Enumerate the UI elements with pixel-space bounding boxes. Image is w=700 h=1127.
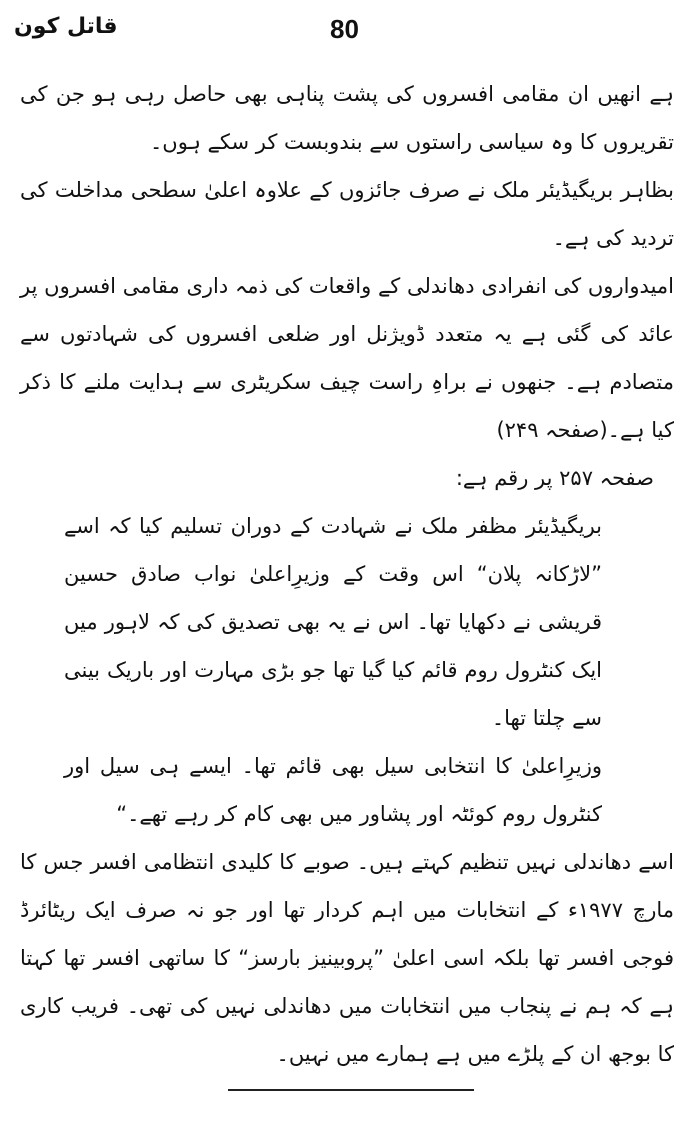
footer-divider <box>228 1089 474 1091</box>
paragraph-2: بظاہر بریگیڈیئر ملک نے صرف جائزوں کے علاوہ اعلیٰ سطحی مداخلت کی تردید کی ہے۔ <box>20 178 674 250</box>
closing-paragraph: اسے دھاندلی نہیں تنظیم کہتے ہیں۔ صوبے کا کلیدی انتظامی افسر جس کا مارچ ۱۹۷۷ء کے انتخابات میں اہم کردار تھا اور جو نہ صرف ایک ریٹائرڈ فوجی افسر تھا بلکہ اسی اعلیٰ ”پروبینیز بارسز“ کا ساتھی افسر تھا کہتا ہے کہ ہم نے پنجاب میں انتخابات میں دھاندلی نہیں کی تھی۔ فریب کاری کا بوجھ ان کے پلڑے میں ہے ہمارے میں نہیں۔ <box>20 850 674 1066</box>
page-header <box>0 0 700 60</box>
paragraph-3: امیدواروں کی انفرادی دھاندلی کے واقعات کی ذمہ داری مقامی افسروں پر عائد کی گئی ہے یہ متعدد ڈویژنل اور ضلعی افسروں کی شہادتوں سے متصادم ہے۔ جنھوں نے براہِ راست چیف سکریٹری سے ہدایت ملنے کا ذکر کیا ہے۔(صفحہ ۲۴۹) <box>20 274 674 442</box>
quote-paragraph-2: وزیرِاعلیٰ کا انتخابی سیل بھی قائم تھا۔ ایسے ہی سیل اور کنٹرول روم کوئٹہ اور پشاور میں بھی کام کر رہے تھے۔“ <box>64 754 602 826</box>
running-title: قاتل کون <box>14 14 118 39</box>
paragraph-4: صفحہ ۲۵۷ پر رقم ہے: <box>455 466 654 490</box>
block-quote <box>20 502 674 838</box>
page-number: 80 <box>330 14 359 44</box>
quote-paragraph-1: بریگیڈیئر مظفر ملک نے شہادت کے دوران تسلیم کیا کہ اسے ”لاڑکانہ پلان“ اس وقت کے وزیرِاعلیٰ نواب صادق حسین قریشی نے دکھایا تھا۔ اس نے یہ بھی تصدیق کی کہ لاہور میں ایک کنٹرول روم قائم کیا گیا تھا جو بڑی مہارت اور باریک بینی سے چلتا تھا۔ <box>64 514 602 730</box>
paragraph-1: ہے انھیں ان مقامی افسروں کی پشت پناہی بھی حاصل رہی ہو جن کی تقریروں کا وہ سیاسی راستوں سے بندوبست کر سکے ہوں۔ <box>20 82 674 154</box>
page-body <box>20 70 674 1078</box>
